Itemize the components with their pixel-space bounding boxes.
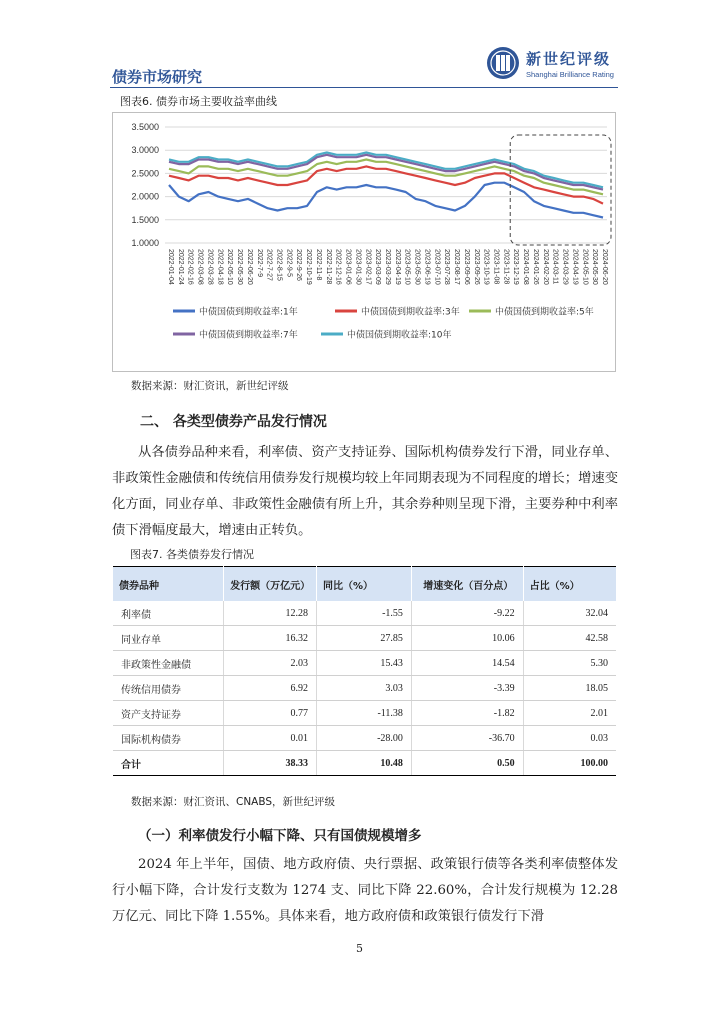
table-cell: -28.00 (316, 726, 411, 751)
table-cell: -1.55 (316, 601, 411, 626)
logo-chinese-name: 新世纪评级 (526, 50, 612, 68)
x-tick-label: 2022-11-28 (324, 249, 332, 285)
x-tick-label: 2023-04-19 (393, 249, 401, 285)
x-tick-label: 2022-8-15 (275, 249, 283, 281)
report-series-title: 债券市场研究 (112, 68, 203, 86)
table-cell: 国际机构债券 (113, 726, 224, 751)
table-row (113, 601, 616, 626)
col-header-type: 债券品种 (113, 567, 224, 602)
table-cell: 3.03 (316, 676, 411, 701)
x-tick-label: 2022-7-9 (255, 249, 263, 278)
figure6-caption: 图表6. 债券市场主要收益率曲线 (120, 95, 277, 108)
x-tick-label: 2024-06-20 (601, 249, 608, 285)
legend-label: 中债国债到期收益率:10年 (347, 330, 452, 341)
x-tick-label: 2023-07-10 (433, 249, 441, 285)
table-cell: 10.06 (411, 626, 523, 651)
x-tick-label: 2022-01-24 (176, 249, 184, 285)
col-header-growth-change: 增速变化（百分点） (411, 567, 523, 602)
col-header-share: 占比（%） (523, 567, 616, 602)
legend-label: 中债国债到期收益率:5年 (495, 307, 594, 318)
table-cell: 18.05 (523, 676, 616, 701)
x-tick-label: 2024-03-29 (561, 249, 569, 285)
x-tick-label: 2023-07-28 (443, 249, 451, 285)
yield-curve-chart (113, 113, 615, 371)
x-tick-label: 2024-05-10 (581, 249, 589, 285)
bond-issuance-table (113, 566, 616, 776)
legend-label: 中债国债到期收益率:1年 (199, 307, 298, 318)
table-cell: 6.92 (224, 676, 317, 701)
x-tick-label: 2022-11-8 (314, 249, 322, 281)
table-total-row (113, 751, 616, 776)
x-tick-label: 2022-06-20 (245, 249, 253, 285)
x-tick-label: 2022-9-5 (285, 249, 293, 278)
table-row (113, 676, 616, 701)
table-row (113, 701, 616, 726)
table-cell: 5.30 (523, 651, 616, 676)
col-header-amount: 发行额（万亿元） (224, 567, 317, 602)
table-cell: 15.43 (316, 651, 411, 676)
table-cell: 0.01 (224, 726, 317, 751)
x-tick-label: 2022-03-28 (206, 249, 214, 285)
table-cell: -3.39 (411, 676, 523, 701)
table-cell: 12.28 (224, 601, 317, 626)
table-cell: 传统信用债券 (113, 676, 224, 701)
table-cell: 10.48 (316, 751, 411, 776)
table-cell: 0.50 (411, 751, 523, 776)
x-tick-label: 2023-09-06 (462, 249, 470, 285)
x-tick-label: 2022-12-16 (334, 249, 342, 285)
x-tick-label: 2024-01-26 (531, 249, 539, 285)
x-tick-label: 2023-03-29 (384, 249, 391, 285)
x-tick-label: 2022-02-16 (186, 249, 194, 285)
y-tick-label: 2.5000 (131, 168, 159, 179)
figure6-source: 数据来源：财汇资讯，新世纪评级 (131, 380, 289, 392)
table-header-row (113, 567, 616, 602)
x-tick-label: 2023-08-17 (453, 249, 461, 285)
x-tick-label: 2022-10-19 (305, 249, 313, 285)
table-cell: -9.22 (411, 601, 523, 626)
legend-label: 中债国债到期收益率:7年 (199, 330, 298, 341)
x-tick-label: 2022-9-26 (295, 249, 303, 281)
x-tick-label: 2022-01-04 (167, 249, 174, 285)
x-tick-label: 2022-04-18 (216, 249, 224, 285)
table-cell: 2.01 (523, 701, 616, 726)
x-tick-label: 2023-11-08 (492, 249, 500, 285)
table-cell: 16.32 (224, 626, 317, 651)
table-cell: 2.03 (224, 651, 317, 676)
x-tick-label: 2023-06-19 (423, 249, 431, 285)
table-cell: -1.82 (411, 701, 523, 726)
section2-paragraph (112, 440, 618, 544)
section2-1-text: 2024 年上半年，国债、地方政府债、央行票据、政策银行债等各类利率债整体发行小幅下降，合计发行支数为 1274 支、同比下降 22.60%，合计发行规模为 12.28 万亿元、同比下降 1.55%。具体来看，地方政府债和政策银行债发行下滑 (112, 857, 618, 924)
x-tick-label: 2023-01-06 (344, 249, 352, 285)
section2-1-heading: （一）利率债发行小幅下降、只有国债规模增多 (138, 828, 422, 844)
logo-english-name: Shanghai Brilliance Rating (526, 70, 614, 79)
x-tick-label: 2024-03-11 (551, 249, 559, 285)
x-tick-label: 2023-05-10 (403, 249, 411, 285)
table-cell: 42.58 (523, 626, 616, 651)
x-tick-label: 2024-02-20 (541, 249, 549, 285)
col-header-yoy: 同比（%） (316, 567, 411, 602)
brilliance-logo-icon (486, 46, 520, 80)
page-number: 5 (356, 942, 363, 955)
x-tick-label: 2023-10-19 (482, 249, 490, 285)
legend-label: 中债国债到期收益率:3年 (361, 307, 460, 318)
y-tick-label: 1.5000 (131, 214, 159, 225)
table-cell: 38.33 (224, 751, 317, 776)
x-tick-label: 2023-05-30 (413, 249, 421, 285)
table-cell: 14.54 (411, 651, 523, 676)
x-tick-label: 2023-02-17 (364, 249, 372, 285)
highlight-box (510, 135, 611, 245)
table-cell: -11.38 (316, 701, 411, 726)
table-cell: 利率债 (113, 601, 224, 626)
table-cell: 同业存单 (113, 626, 224, 651)
y-tick-label: 3.0000 (131, 145, 159, 156)
x-tick-label: 2024-04-19 (571, 249, 579, 285)
y-tick-label: 3.5000 (131, 122, 159, 132)
x-tick-label: 2023-11-28 (502, 249, 510, 285)
x-tick-label: 2024-01-08 (522, 249, 530, 285)
table-cell: 0.03 (523, 726, 616, 751)
header-divider (110, 87, 618, 88)
table-cell: 32.04 (523, 601, 616, 626)
table-cell: 非政策性金融债 (113, 651, 224, 676)
x-tick-label: 2024-05-30 (591, 249, 599, 285)
x-tick-label: 2023-01-30 (354, 249, 362, 285)
x-tick-label: 2022-05-10 (226, 249, 234, 285)
table-row (113, 651, 616, 676)
x-tick-label: 2023-09-26 (472, 249, 480, 285)
y-tick-label: 2.0000 (131, 191, 159, 202)
table-cell: 资产支持证券 (113, 701, 224, 726)
y-tick-label: 1.0000 (131, 238, 159, 248)
table-cell: 100.00 (523, 751, 616, 776)
x-tick-label: 2022-05-30 (236, 249, 244, 285)
table-cell: -36.70 (411, 726, 523, 751)
table-row (113, 626, 616, 651)
x-tick-label: 2022-7-27 (265, 249, 273, 281)
x-tick-label: 2022-03-08 (196, 249, 204, 285)
table-cell: 0.77 (224, 701, 317, 726)
yield-chart-frame (112, 112, 616, 372)
figure7-source: 数据来源：财汇资讯、CNABS，新世纪评级 (131, 796, 336, 808)
table-cell: 合计 (113, 751, 224, 776)
table-cell: 27.85 (316, 626, 411, 651)
figure7-caption: 图表7. 各类债券发行情况 (130, 548, 254, 561)
section2-1-paragraph (112, 852, 618, 930)
x-tick-label: 2023-12-19 (512, 249, 520, 285)
x-tick-label: 2023-03-09 (374, 249, 382, 285)
section2-text: 从各债券品种来看，利率债、资产支持证券、国际机构债券发行下滑，同业存单、非政策性金融债和传统信用债券发行规模均较上年同期表现为不同程度的增长；增速变化方面，同业存单、非政策性金融债有所上升，其余券种则呈现下滑，主要券种中利率债下滑幅度最大，增速由正转负。 (112, 445, 618, 538)
table-row (113, 726, 616, 751)
section2-heading: 二、 各类型债券产品发行情况 (140, 414, 327, 430)
